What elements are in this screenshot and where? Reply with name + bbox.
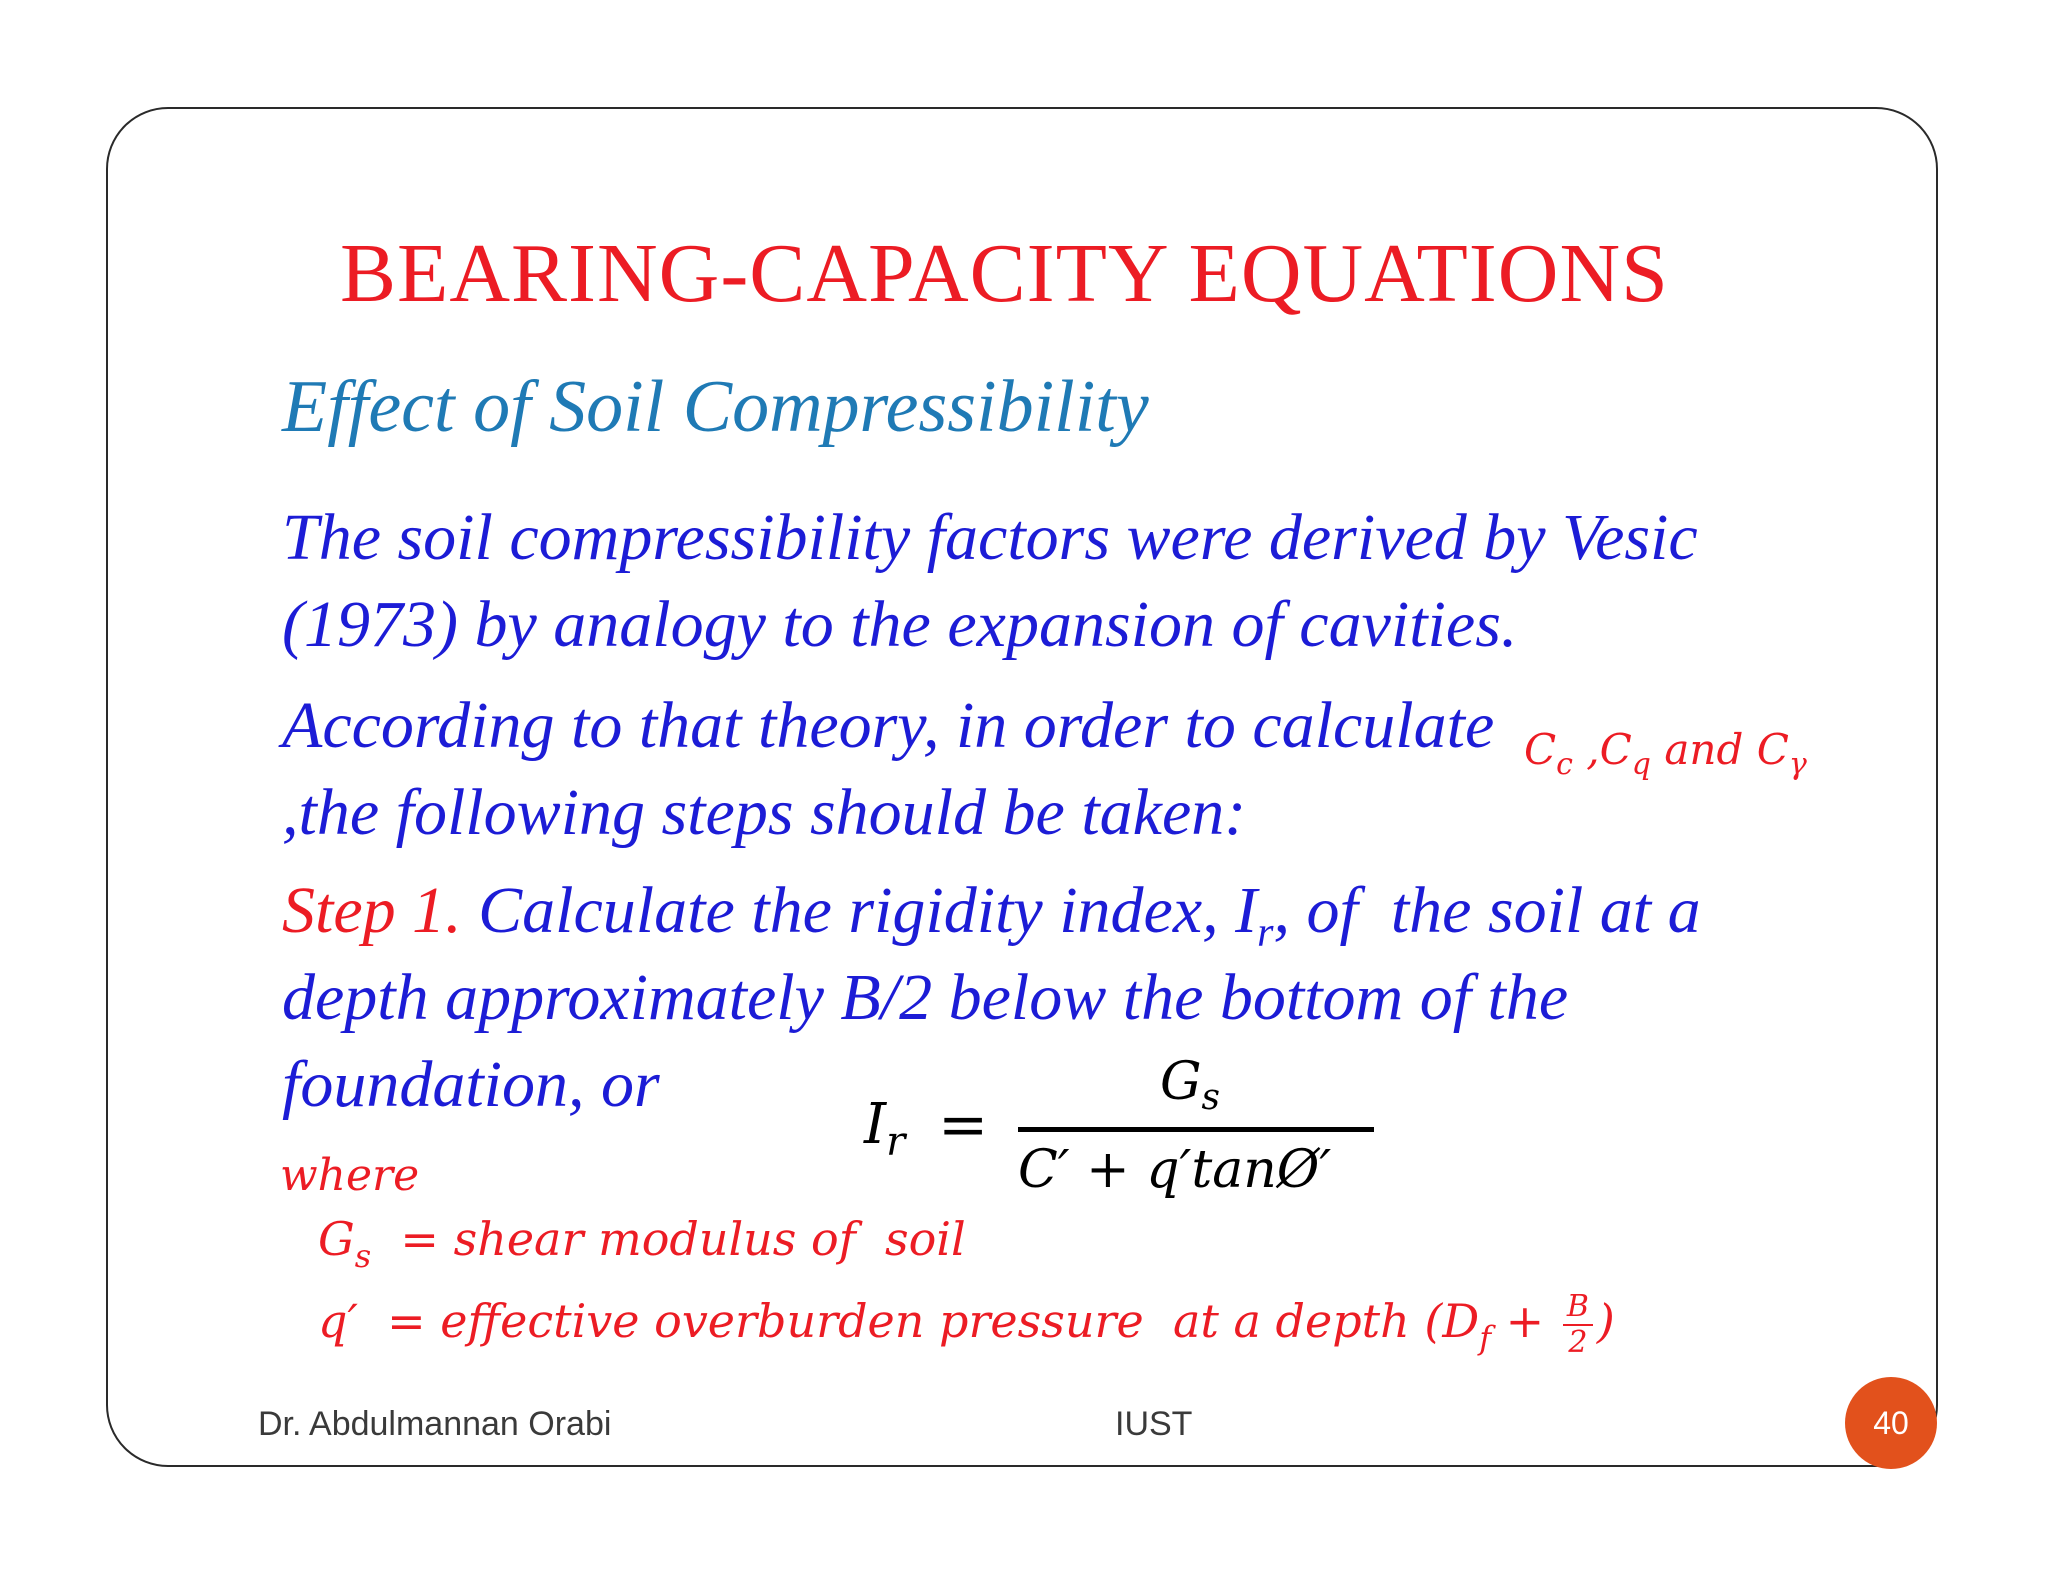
factor-and: and (1651, 725, 1757, 774)
gs-text: = shear modulus of soil (371, 1212, 966, 1266)
gs-sub: s (354, 1237, 372, 1275)
factor-cq-symbol: C (1599, 725, 1632, 774)
factor-cc-symbol: C (1524, 725, 1557, 774)
footer-institution: IUST (1115, 1405, 1193, 1443)
rigidity-index-equation (860, 1052, 1380, 1212)
page-number-badge: 40 (1845, 1377, 1937, 1469)
factor-cgamma-symbol: C (1756, 725, 1789, 774)
step1-line2: depth approximately B/2 below the bottom of the (282, 961, 1569, 1034)
equation-numerator-symbol: G (1160, 1052, 1202, 1112)
paragraph2-line1: According to that theory, in order to calculate (282, 689, 1495, 762)
fraction-denominator: 2 (1568, 1325, 1588, 1360)
b-over-2-fraction (1563, 1290, 1593, 1360)
step1-text-a: Calculate the rigidity index, I (461, 874, 1258, 947)
definition-gs (318, 1212, 966, 1275)
step1-line1 (282, 873, 1701, 957)
step1-label: Step 1. (282, 874, 462, 947)
step1-sub: r (1257, 910, 1274, 957)
fraction-numerator: B (1563, 1290, 1593, 1326)
q-sub: f (1479, 1319, 1492, 1357)
step1-text-b: , of the soil at a (1273, 874, 1701, 947)
q-text: = effective overburden pressure at a depth (D (357, 1294, 1480, 1348)
equation-equals: = (938, 1090, 989, 1160)
factor-cq-sub: q (1631, 747, 1652, 782)
equation-numerator (1160, 1052, 1220, 1118)
footer-author: Dr. Abdulmannan Orabi (258, 1405, 612, 1443)
paragraph1-line1: The soil compressibility factors were derived by Vesic (282, 501, 1698, 574)
paragraph2-line2: ,the following steps should be taken: (282, 776, 1247, 849)
equation-numerator-sub: s (1201, 1077, 1221, 1118)
equation-denominator: C′ + q′tanØ′ (1018, 1140, 1332, 1200)
step1-line3: foundation, or (282, 1048, 660, 1121)
factor-cgamma-sub: γ (1788, 747, 1807, 782)
definition-q (318, 1290, 1615, 1360)
fraction-bar (1018, 1127, 1374, 1132)
paragraph1-line2: (1973) by analogy to the expansion of cavities. (282, 588, 1518, 661)
q-close: ) (1596, 1294, 1615, 1348)
equation-lhs-sub: r (886, 1119, 906, 1165)
where-label: where (280, 1150, 420, 1201)
factor-cc-sub: c (1556, 747, 1573, 782)
compressibility-factors (1524, 725, 1807, 782)
gs-symbol: G (318, 1212, 355, 1266)
q-plus: + (1491, 1294, 1559, 1348)
slide-title: BEARING-CAPACITY EQUATIONS (340, 227, 1669, 320)
equation-lhs-symbol: I (864, 1092, 887, 1157)
factor-separator: , (1572, 725, 1600, 774)
q-symbol: q′ (318, 1294, 358, 1348)
slide-subtitle: Effect of Soil Compressibility (282, 366, 1149, 448)
equation-lhs (864, 1092, 905, 1165)
